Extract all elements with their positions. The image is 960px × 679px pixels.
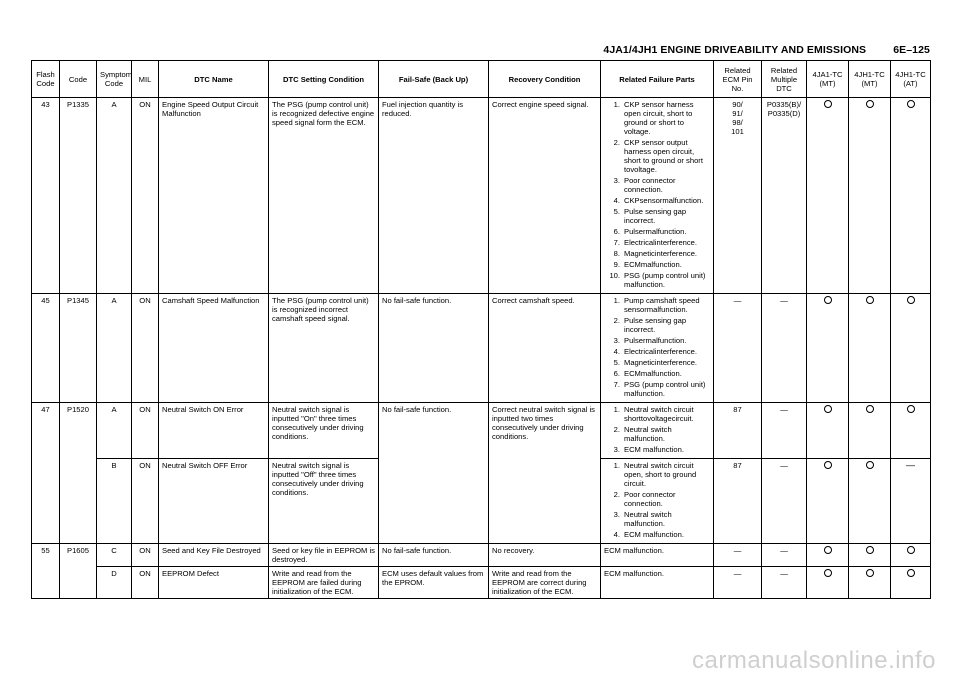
list-item-number: 3. [613, 336, 620, 345]
symptom-code: D [97, 567, 132, 599]
circle-icon [866, 461, 874, 469]
multiple-dtc: — [762, 567, 807, 599]
failure-list [604, 296, 710, 398]
list-item [604, 405, 710, 423]
list-item [604, 296, 710, 314]
list-item-text: Pulse sensing gap incorrect. [624, 316, 687, 334]
related-failure-parts [601, 98, 714, 294]
list-item [604, 260, 710, 269]
list-item-text: Electricalinterference. [624, 238, 698, 247]
list-item-text: Pulse sensing gap incorrect. [624, 207, 687, 225]
related-failure-parts [601, 459, 714, 544]
multiple-dtc: — [762, 294, 807, 403]
list-item-number: 5. [613, 358, 620, 367]
applicability-mark [807, 567, 849, 599]
col-setting-condition: DTC Setting Condition [269, 61, 379, 98]
list-item-number: 7. [613, 380, 620, 389]
col-related-failure-parts: Related Failure Parts [601, 61, 714, 98]
col-dtc-name: DTC Name [159, 61, 269, 98]
list-item [604, 176, 710, 194]
list-item-text: Pulsermalfunction. [624, 336, 687, 345]
ecm-pin: — [714, 544, 762, 567]
page-header [603, 44, 930, 56]
circle-icon [866, 546, 874, 554]
page-title: 4JA1/4JH1 ENGINE DRIVEABILITY AND EMISSIONS [603, 44, 867, 56]
circle-icon [824, 100, 832, 108]
table-row [32, 567, 931, 599]
col-fail-safe: Fail-Safe (Back Up) [379, 61, 489, 98]
circle-icon [907, 405, 915, 413]
symptom-code: A [97, 294, 132, 403]
list-item-number: 2. [613, 316, 620, 325]
list-item-text: CKP sensor output harness open circuit, short to ground or short tovoltage. [624, 138, 703, 174]
list-item-number: 6. [613, 227, 620, 236]
circle-icon [866, 296, 874, 304]
ecm-pin: 90/ 91/ 98/ 101 [714, 98, 762, 294]
symptom-code: A [97, 403, 132, 459]
symptom-code: B [97, 459, 132, 544]
symptom-code: C [97, 544, 132, 567]
mil-status: ON [132, 403, 159, 459]
list-item-number: 4. [613, 530, 620, 539]
applicability-mark [891, 294, 931, 403]
col-symptom-code: Symptom Code [97, 61, 132, 98]
mil-status: ON [132, 98, 159, 294]
applicability-mark [891, 403, 931, 459]
list-item [604, 336, 710, 345]
ecm-pin: 87 [714, 459, 762, 544]
fail-safe: No fail-safe function. [379, 544, 489, 567]
list-item-number: 3. [613, 445, 620, 454]
header-row [32, 61, 931, 98]
applicability-mark [891, 567, 931, 599]
dtc-name: Neutral Switch OFF Error [159, 459, 269, 544]
list-item-text: CKP sensor harness open circuit, short to ground or short to voltage. [624, 100, 694, 136]
applicability-mark [891, 544, 931, 567]
list-item-number: 2. [613, 138, 620, 147]
list-item-number: 6. [613, 369, 620, 378]
col-multiple-dtc: Related Multiple DTC [762, 61, 807, 98]
list-item-text: Neutral switch malfunction. [624, 425, 672, 443]
table-row [32, 294, 931, 403]
setting-condition: The PSG (pump control unit) is recognized incorrect camshaft speed signal. [269, 294, 379, 403]
list-item-text: Magneticinterference. [624, 358, 698, 367]
circle-icon [824, 569, 832, 577]
list-item-text: ECM malfunction. [624, 445, 684, 454]
ecm-pin: — [714, 294, 762, 403]
fail-safe: ECM uses default values from the EPROM. [379, 567, 489, 599]
list-item-text: Poor connector connection. [624, 176, 676, 194]
list-item-number: 10. [609, 271, 620, 280]
list-item-number: 5. [613, 207, 620, 216]
mil-status: ON [132, 567, 159, 599]
related-failure-parts [601, 294, 714, 403]
list-item-text: Pulsermalfunction. [624, 227, 687, 236]
recovery-condition: No recovery. [489, 544, 601, 567]
list-item-number: 1. [613, 100, 620, 109]
list-item [604, 100, 710, 136]
recovery-condition: Write and read from the EEPROM are correct during initialization of the ECM. [489, 567, 601, 599]
dtc-code: P1335 [60, 98, 97, 294]
list-item-number: 9. [613, 260, 620, 269]
table-row [32, 544, 931, 567]
list-item [604, 316, 710, 334]
applicability-mark [849, 294, 891, 403]
list-item-number: 1. [613, 405, 620, 414]
dtc-name: Seed and Key File Destroyed [159, 544, 269, 567]
list-item-text: Neutral switch circuit open, short to ground circuit. [624, 461, 697, 488]
list-item [604, 271, 710, 289]
ecm-pin: — [714, 567, 762, 599]
list-item [604, 530, 710, 539]
list-item [604, 196, 710, 205]
setting-condition: Neutral switch signal is inputted "On" three times consecutively under driving conditions. [269, 403, 379, 459]
applicability-mark [891, 459, 931, 544]
dtc-code: P1605 [60, 544, 97, 599]
col-flash-code: Flash Code [32, 61, 60, 98]
mil-status: ON [132, 544, 159, 567]
list-item-text: CKPsensormalfunction. [624, 196, 704, 205]
setting-condition: The PSG (pump control unit) is recognized defective engine speed signal form the ECM. [269, 98, 379, 294]
failure-list [604, 100, 710, 289]
applicability-mark [849, 544, 891, 567]
list-item-text: Neutral switch malfunction. [624, 510, 672, 528]
setting-condition: Neutral switch signal is inputted "Off" three times consecutively under driving conditions. [269, 459, 379, 544]
mil-status: ON [132, 294, 159, 403]
applicability-mark [807, 98, 849, 294]
list-item [604, 207, 710, 225]
table-row [32, 98, 931, 294]
failure-list [604, 461, 710, 539]
multiple-dtc: — [762, 544, 807, 567]
list-item-number: 2. [613, 425, 620, 434]
list-item-number: 1. [613, 461, 620, 470]
multiple-dtc: — [762, 403, 807, 459]
applicability-mark [849, 567, 891, 599]
applicability-mark [807, 403, 849, 459]
setting-condition: Write and read from the EEPROM are failed during initialization of the ECM. [269, 567, 379, 599]
fail-safe: No fail-safe function. [379, 403, 489, 544]
recovery-condition: Correct engine speed signal. [489, 98, 601, 294]
flash-code: 55 [32, 544, 60, 599]
col-4jh1-tc-at: 4JH1-TC (AT) [891, 61, 931, 98]
circle-icon [907, 546, 915, 554]
flash-code: 47 [32, 403, 60, 544]
applicability-mark [807, 459, 849, 544]
list-item-text: ECM malfunction. [624, 530, 684, 539]
list-item-text: Pump camshaft speed sensormalfunction. [624, 296, 700, 314]
dtc-table [31, 60, 931, 599]
circle-icon [824, 405, 832, 413]
list-item [604, 238, 710, 247]
circle-icon [866, 569, 874, 577]
dash-mark: — [906, 460, 915, 470]
list-item-text: PSG (pump control unit) malfunction. [624, 271, 706, 289]
list-item-text: Poor connector connection. [624, 490, 676, 508]
flash-code: 43 [32, 98, 60, 294]
applicability-mark [807, 544, 849, 567]
list-item [604, 425, 710, 443]
list-item-number: 3. [613, 176, 620, 185]
col-4ja1-tc-mt: 4JA1-TC (MT) [807, 61, 849, 98]
list-item-number: 7. [613, 238, 620, 247]
col-ecm-pin: Related ECM Pin No. [714, 61, 762, 98]
list-item-number: 4. [613, 196, 620, 205]
list-item-text: PSG (pump control unit) malfunction. [624, 380, 706, 398]
dtc-code: P1520 [60, 403, 97, 544]
dtc-name: Engine Speed Output Circuit Malfunction [159, 98, 269, 294]
list-item [604, 347, 710, 356]
list-item [604, 461, 710, 488]
list-item-text: Neutral switch circuit shorttovoltagecircuit. [624, 405, 694, 423]
page-number: 6E–125 [893, 44, 930, 56]
circle-icon [824, 296, 832, 304]
circle-icon [866, 100, 874, 108]
symptom-code: A [97, 98, 132, 294]
list-item-number: 4. [613, 347, 620, 356]
applicability-mark [807, 294, 849, 403]
multiple-dtc: P0335(B)/ P0335(D) [762, 98, 807, 294]
list-item-text: Magneticinterference. [624, 249, 698, 258]
failure-list [604, 405, 710, 454]
list-item [604, 380, 710, 398]
circle-icon [907, 100, 915, 108]
fail-safe: Fuel injection quantity is reduced. [379, 98, 489, 294]
multiple-dtc: — [762, 459, 807, 544]
list-item [604, 445, 710, 454]
dtc-code: P1345 [60, 294, 97, 403]
applicability-mark [849, 98, 891, 294]
applicability-mark [849, 459, 891, 544]
related-failure-parts: ECM malfunction. [601, 544, 714, 567]
list-item [604, 358, 710, 367]
list-item-number: 1. [613, 296, 620, 305]
flash-code: 45 [32, 294, 60, 403]
list-item [604, 138, 710, 174]
list-item [604, 227, 710, 236]
applicability-mark [849, 403, 891, 459]
col-recovery-condition: Recovery Condition [489, 61, 601, 98]
circle-icon [907, 296, 915, 304]
list-item [604, 369, 710, 378]
circle-icon [824, 461, 832, 469]
recovery-condition: Correct camshaft speed. [489, 294, 601, 403]
list-item [604, 490, 710, 508]
watermark: carmanualsonline.info [692, 647, 936, 674]
related-failure-parts: ECM malfunction. [601, 567, 714, 599]
ecm-pin: 87 [714, 403, 762, 459]
circle-icon [824, 546, 832, 554]
list-item-number: 8. [613, 249, 620, 258]
applicability-mark [891, 98, 931, 294]
setting-condition: Seed or key file in EEPROM is destroyed. [269, 544, 379, 567]
dtc-name: EEPROM Defect [159, 567, 269, 599]
related-failure-parts [601, 403, 714, 459]
dtc-name: Neutral Switch ON Error [159, 403, 269, 459]
table-row [32, 403, 931, 459]
fail-safe: No fail-safe function. [379, 294, 489, 403]
list-item-text: ECMmalfunction. [624, 260, 682, 269]
list-item-text: ECMmalfunction. [624, 369, 682, 378]
dtc-name: Camshaft Speed Malfunction [159, 294, 269, 403]
list-item-text: Electricalinterference. [624, 347, 698, 356]
list-item-number: 3. [613, 510, 620, 519]
circle-icon [866, 405, 874, 413]
recovery-condition: Correct neutral switch signal is inputted two times consecutively under driving conditions. [489, 403, 601, 544]
list-item [604, 249, 710, 258]
list-item-number: 2. [613, 490, 620, 499]
circle-icon [907, 569, 915, 577]
col-mil: MIL [132, 61, 159, 98]
col-code: Code [60, 61, 97, 98]
mil-status: ON [132, 459, 159, 544]
col-4jh1-tc-mt: 4JH1-TC (MT) [849, 61, 891, 98]
list-item [604, 510, 710, 528]
